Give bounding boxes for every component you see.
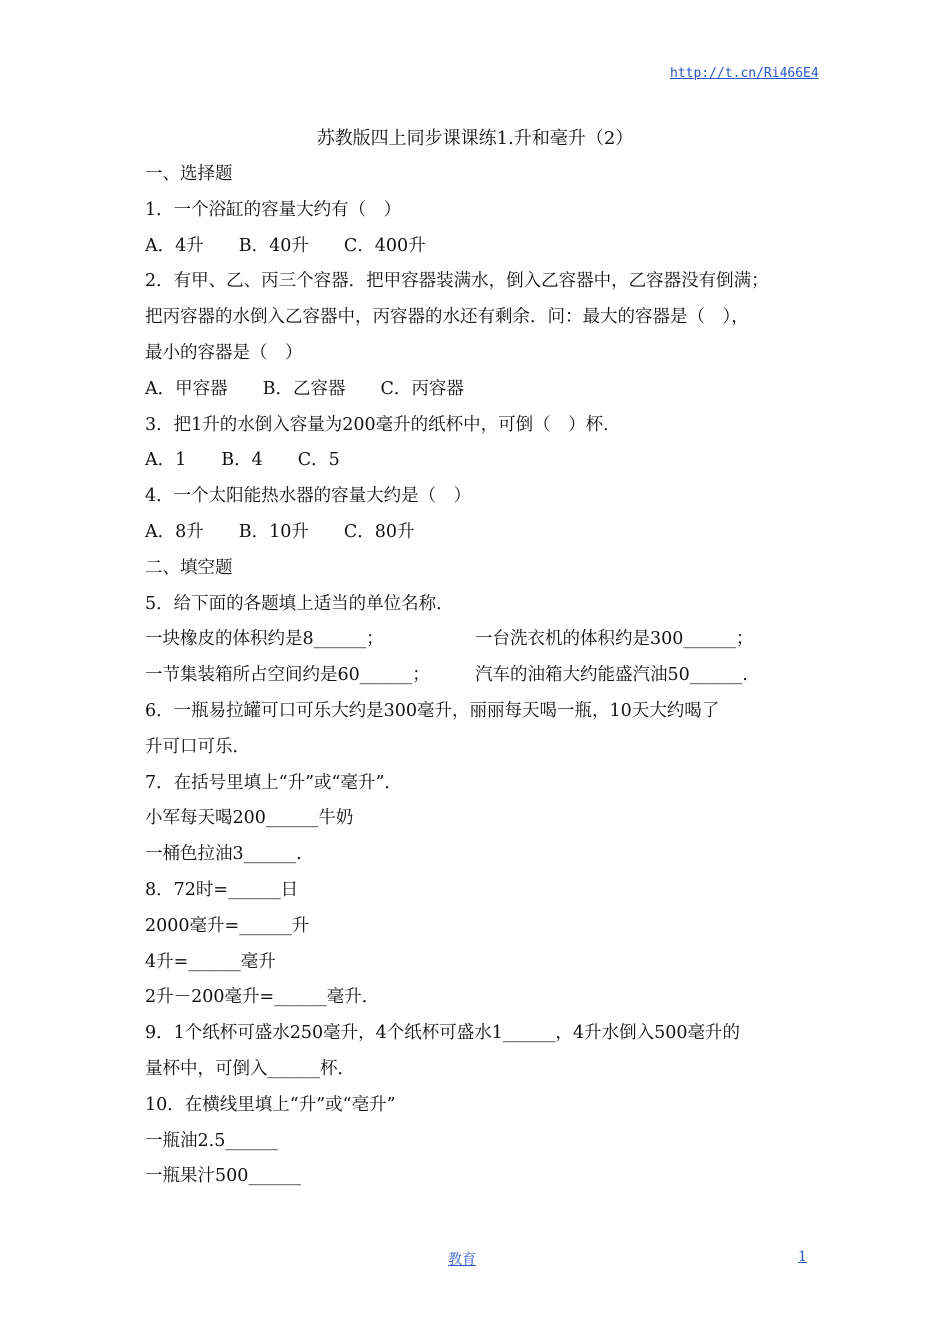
document-body: [145, 157, 813, 1195]
question-7-item-oil: 一桶色拉油3______.: [145, 844, 302, 865]
question-1: 1．一个浴缸的容量大约有（ ）: [145, 199, 402, 220]
section-heading-fill: 二、填空题: [145, 557, 233, 578]
question-2-line-1: 2．有甲、乙、丙三个容器．把甲容器装满水，倒入乙容器中，乙容器没有倒满；: [145, 271, 769, 292]
question-7: 7．在括号里填上“升”或“毫升”．: [145, 772, 402, 793]
question-7-item-milk: 小军每天喝200______牛奶: [145, 808, 354, 829]
question-3-options: A．1 B．4 C．5: [145, 450, 340, 471]
document-title: 苏教版四上同步课课练1.升和毫升（2）: [316, 128, 634, 149]
question-10-item-oil: 一瓶油2.5______: [145, 1130, 278, 1151]
section-heading-choice: 一、选择题: [145, 164, 233, 184]
question-9-line-1: 9．1个纸杯可盛水250毫升，4个纸杯可盛水1______，4升水倒入500毫升的: [145, 1023, 740, 1044]
question-5-item-fuel-tank: 汽车的油箱大约能盛汽油50______.: [475, 665, 748, 686]
question-5: 5．给下面的各题填上适当的单位名称．: [145, 593, 454, 614]
question-5-item-container: 一节集装箱所占空间约是60______；: [145, 665, 430, 686]
question-8-item-4: 2升－200毫升=______毫升．: [145, 987, 380, 1008]
question-6-line-1: 6．一瓶易拉罐可口可乐大约是300毫升，丽丽每天喝一瓶，10天大约喝了: [145, 700, 720, 721]
question-4: 4．一个太阳能热水器的容量大约是（ ）: [145, 486, 472, 507]
question-5-row-1: [145, 622, 813, 658]
question-2-line-2: 把丙容器的水倒入乙容器中，丙容器的水还有剩余．问：最大的容器是（ ），: [145, 307, 749, 328]
question-1-options: A．4升 B．40升 C．400升: [145, 235, 426, 256]
question-9-line-2: 量杯中，可倒入______杯．: [145, 1058, 355, 1079]
header-url-link[interactable]: http://t.cn/Ri466E4: [670, 66, 819, 81]
footer-link[interactable]: 教育: [448, 1252, 476, 1268]
question-5-row-2: [145, 658, 813, 694]
question-10: 10．在横线里填上“升”或“亳升”: [145, 1094, 396, 1115]
question-10-item-juice: 一瓶果汁500______: [145, 1166, 301, 1187]
question-3: 3．把1升的水倒入容量为200毫升的纸杯中，可倒（ ）杯．: [145, 414, 621, 435]
question-8-item-3: 4升=______毫升: [145, 951, 276, 972]
question-8-item-2: 2000毫升=______升: [145, 915, 310, 936]
question-5-item-washer: 一台洗衣机的体积约是300______；: [475, 629, 754, 650]
page-number[interactable]: 1: [798, 1249, 807, 1265]
question-6-line-2: 升可口可乐．: [145, 736, 250, 757]
question-5-item-eraser: 一块橡皮的体积约是8______；: [145, 629, 384, 650]
question-8: 8．72时=______日: [145, 879, 299, 900]
question-4-options: A．8升 B．10升 C．80升: [145, 521, 415, 542]
question-2-options: A．甲容器 B．乙容器 C．丙容器: [145, 378, 464, 399]
question-2-line-3: 最小的容器是（ ）: [145, 342, 303, 363]
